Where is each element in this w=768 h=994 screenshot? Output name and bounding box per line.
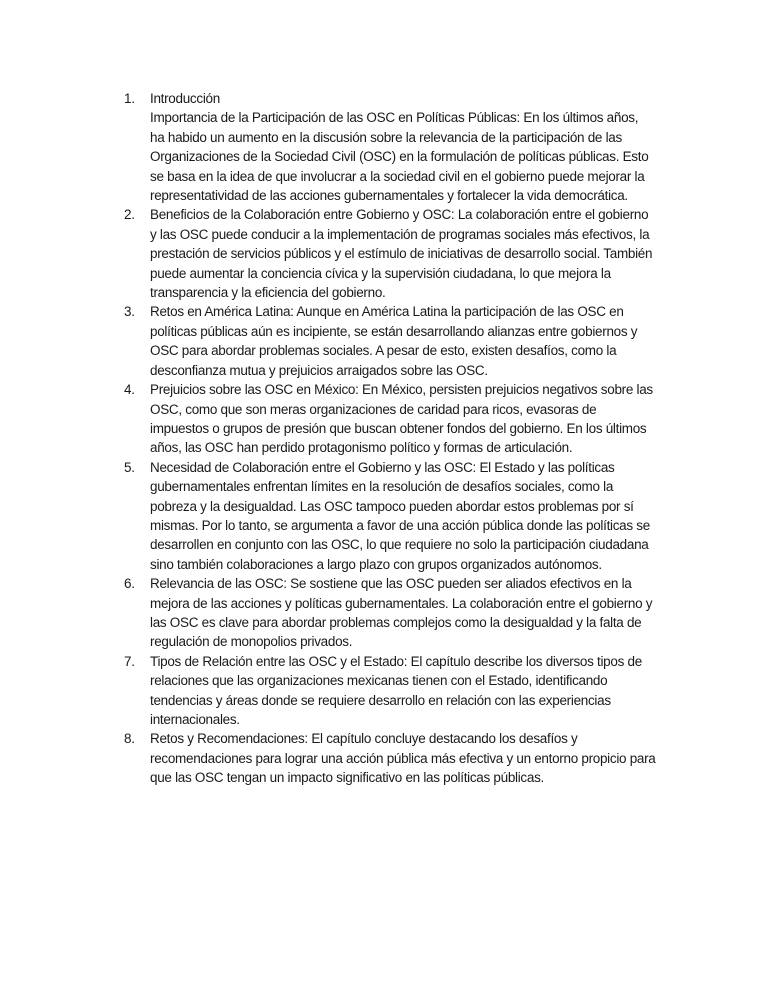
list-item-text: Beneficios de la Colaboración entre Gobierno y OSC: La colaboración entre el gobierno y las OSC puede conducir a la implementación de programas sociales más efectivos, la prestación de servicios públicos y el estímulo de iniciativas de desarrollo social. También puede aumentar la conciencia cívica y la supervisión ciudadana, lo que mejora la transparencia y la eficiencia del gobierno.	[150, 207, 653, 301]
list-item	[124, 574, 656, 652]
list-item-text: Tipos de Relación entre las OSC y el Estado: El capítulo describe los diversos tipos de relaciones que las organizaciones mexicanas tienen con el Estado, identificando tendencias y áreas donde se requiere desarrollo en relación con las experiencias internacionales.	[150, 653, 642, 727]
list-item	[124, 205, 656, 302]
list-item-text: Prejuicios sobre las OSC en México: En México, persisten prejuicios negativos sobre las OSC, como que son meras organizaciones de caridad para ricos, evasoras de impuestos o grupos de presión que buscan obtener fondos del gobierno. En los últimos años, las OSC han perdido protagonismo político y formas de articulación.	[150, 382, 653, 456]
list-item-body	[150, 380, 656, 458]
list-item-text: Retos en América Latina: Aunque en América Latina la participación de las OSC en políticas públicas aún es incipiente, se están desarrollando alianzas entre gobiernos y OSC para abordar problemas sociales. A pesar de esto, existen desafíos, como la desconfianza mutua y prejuicios arraigados sobre las OSC.	[150, 304, 638, 378]
list-item-text: Necesidad de Colaboración entre el Gobierno y las OSC: El Estado y las políticas gubernamentales enfrentan límites en la resolución de desafíos sociales, como la pobreza y la desigualdad. Las OSC tampoco pueden abordar estos problemas por sí mismas. Por lo tanto, se argumenta a favor de una acción pública donde las políticas se desarrollen en conjunto con las OSC, lo que requiere no solo la participación ciudadana sino también colaboraciones a largo plazo con grupos organizados autónomos.	[150, 459, 650, 572]
list-item-body	[150, 89, 656, 205]
list-item-text: Retos y Recomendaciones: El capítulo concluye destacando los desafíos y recomendaciones para lograr una acción pública más efectiva y un entorno propicio para que las OSC tengan un impacto significativo en las políticas públicas.	[150, 731, 656, 786]
list-item-number: 2.	[124, 207, 135, 223]
list-item-text: Relevancia de las OSC: Se sostiene que las OSC pueden ser aliados efectivos en la mejora de las acciones y políticas gubernamentales. La colaboración entre el gobierno y las OSC es clave para abordar problemas complejos como la desigualdad y la falta de regulación de monopolios privados.	[150, 576, 653, 650]
list-item-number: 8.	[124, 731, 135, 747]
list-item	[124, 652, 656, 730]
numbered-list	[124, 89, 656, 788]
list-item-body	[150, 205, 656, 302]
list-item-body	[150, 574, 656, 652]
list-item-number: 4.	[124, 382, 135, 398]
list-item-body	[150, 729, 656, 787]
list-item	[124, 380, 656, 458]
list-item	[124, 302, 656, 380]
list-item	[124, 729, 656, 787]
list-item-title-line: Introducción	[150, 91, 220, 106]
list-item-number: 5.	[124, 459, 135, 475]
list-item-number: 3.	[124, 304, 135, 320]
list-item-body	[150, 302, 656, 380]
list-item-text: Importancia de la Participación de las OSC en Políticas Públicas: En los últimos años, ha habido un aumento en la discusión sobre la relevancia de la participación de las Organizaciones de la Sociedad Civil (OSC) en la formulación de políticas públicas. Esto se basa en la idea de que involucrar a la sociedad civil en el gobierno puede mejorar la representatividad de las acciones gubernamentales y fortalecer la vida democrática.	[150, 110, 649, 204]
list-item-number: 7.	[124, 653, 135, 669]
list-item	[124, 89, 656, 205]
list-item-number: 1.	[124, 91, 135, 106]
list-item-number: 6.	[124, 576, 135, 592]
list-item-body	[150, 652, 656, 730]
list-item-body	[150, 458, 656, 574]
list-item	[124, 458, 656, 574]
